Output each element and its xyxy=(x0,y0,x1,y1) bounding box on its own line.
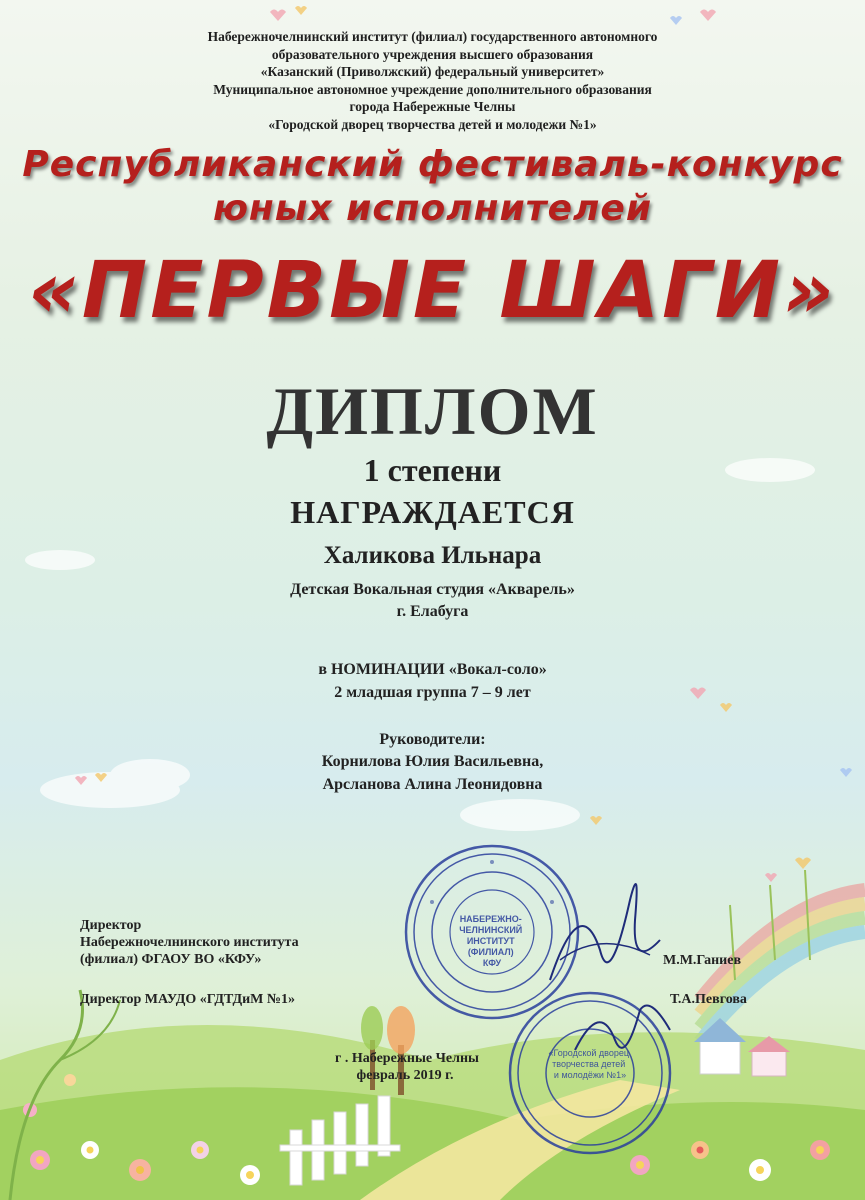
leaders-title: Руководители: xyxy=(379,731,486,748)
leader-2: Арсланова Алина Леонидовна xyxy=(322,776,543,793)
festival-title-line-1: Республиканский фестиваль-конкурс xyxy=(22,144,843,185)
institution-line-4: Муниципальное автономное учреждение дополнительного образования xyxy=(213,81,652,97)
director-2-name: Т.А.Певгова xyxy=(670,992,747,1007)
festival-name: «ПЕРВЫЕ ШАГИ» xyxy=(28,246,837,336)
director-1-line-1: Директор xyxy=(80,918,142,933)
diploma-degree: 1 степени xyxy=(363,452,502,488)
stamp-1-text: НАБЕРЕЖНО- ЧЕЛНИНСКИЙ ИНСТИТУТ (ФИЛИАЛ) КФУ xyxy=(459,914,523,968)
institution-line-3: «Казанский (Приволжский) федеральный университет» xyxy=(260,64,605,79)
signature-2 xyxy=(570,990,680,1070)
recipient-name: Халикова Ильнара xyxy=(323,542,542,569)
director-1-block xyxy=(80,917,299,968)
institution-line-2: образовательного учреждения высшего образования xyxy=(271,46,594,62)
stamp-2-text: «Городской дворец творчества детей и молодёжи №1» xyxy=(548,1048,630,1080)
awarded-heading: НАГРАЖДАЕТСЯ xyxy=(290,494,575,530)
director-1-line-2: Набережночелнинского института xyxy=(80,935,299,950)
institution-line-5: города Набережные Челны xyxy=(349,99,516,114)
director-1-name: М.М.Ганиев xyxy=(663,953,742,968)
city: г. Елабуга xyxy=(396,603,469,620)
nomination: в НОМИНАЦИИ «Вокал-соло» xyxy=(318,661,547,678)
studio-name: Детская Вокальная студия «Акварель» xyxy=(290,581,575,598)
director-2-title: Директор МАУДО «ГДТДиМ №1» xyxy=(80,992,295,1007)
footer-date: февраль 2019 г. xyxy=(356,1068,454,1083)
institution-line-6: «Городской дворец творчества детей и молодежи №1» xyxy=(268,116,597,132)
signature-1 xyxy=(540,860,670,1000)
footer-place: г . Набережные Челны xyxy=(335,1051,479,1066)
festival-title-line-2: юных исполнителей xyxy=(212,188,653,229)
leader-1: Корнилова Юлия Васильевна, xyxy=(321,753,544,770)
institution-header xyxy=(0,28,865,133)
diploma-title: ДИПЛОМ xyxy=(266,373,599,449)
director-1-line-3: (филиал) ФГАОУ ВО «КФУ» xyxy=(80,952,262,967)
institution-line-1: Набережночелнинский институт (филиал) государственного автономного xyxy=(207,29,658,44)
age-group: 2 младшая группа 7 – 9 лет xyxy=(334,684,531,701)
